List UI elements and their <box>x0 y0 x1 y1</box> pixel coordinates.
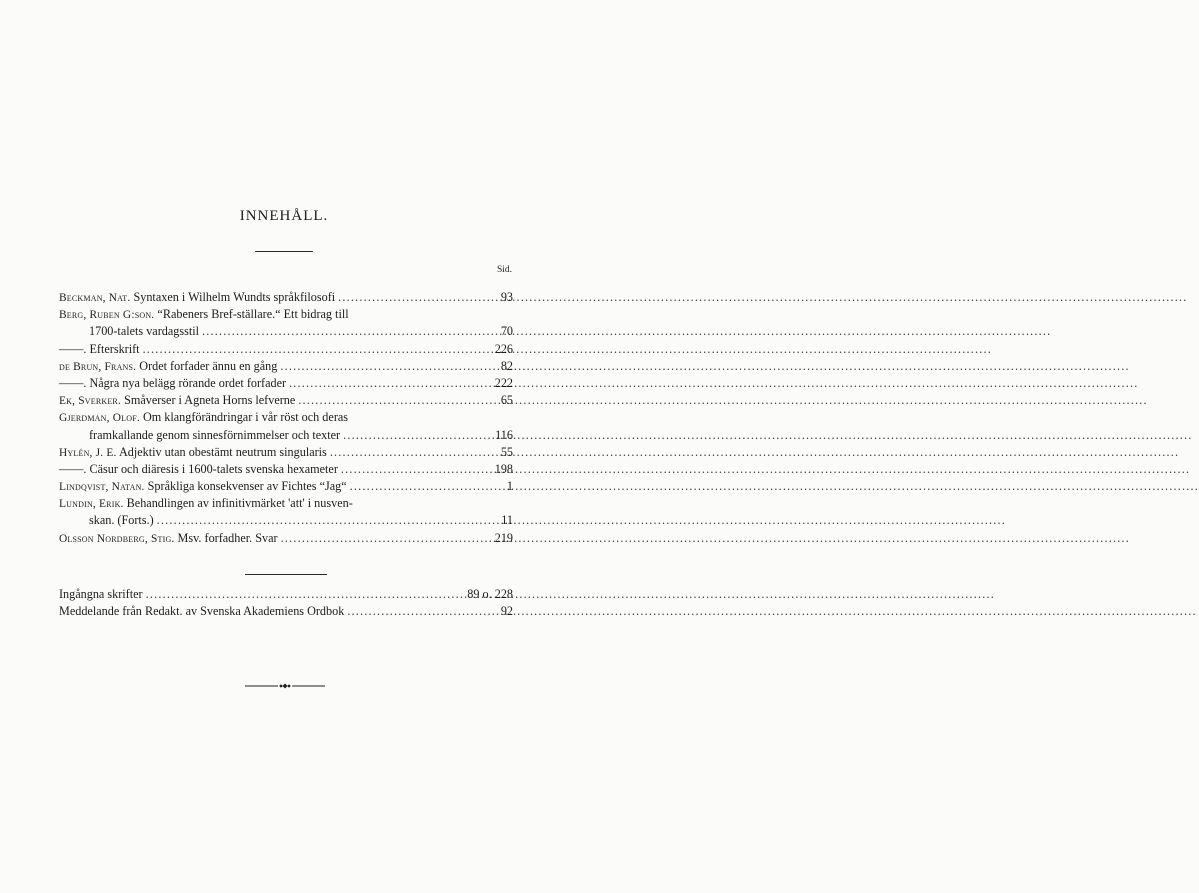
entry-title: Språkliga konsekvenser av Fichtes “Jag“ <box>147 479 347 494</box>
entry-author: Lundin, Erik. <box>59 498 124 511</box>
entry-title: Småverser i Agneta Horns lefverne <box>124 393 296 408</box>
toc-entry <box>59 604 513 621</box>
entry-page: 89 o. 228 <box>467 587 513 601</box>
leader-dots <box>347 604 490 619</box>
entry-page: 55 <box>500 444 513 459</box>
entry-page: 219 <box>494 530 513 545</box>
toc-entry <box>59 393 513 410</box>
entry-title: Msv. forfadher. Svar <box>177 530 278 545</box>
entry-title-continued: 1700-talets vardagsstil <box>89 324 200 339</box>
entry-page: 11 <box>501 513 513 528</box>
leader-dots <box>341 462 490 477</box>
toc-entry <box>59 410 513 444</box>
entry-page: 116 <box>495 427 513 442</box>
entry-page: 1 <box>506 479 513 494</box>
entry-page: 222 <box>494 375 513 390</box>
leader-dots <box>298 393 490 408</box>
entry-title: Meddelande från Redakt. av Svenska Akademiens Ordbok <box>59 604 345 619</box>
entry-author: ——. <box>59 341 87 356</box>
entry-title: “Rabeners Bref-ställare.“ Ett bidrag till <box>157 307 349 322</box>
entry-title: Om klangförändringar i vår röst och deras <box>142 410 349 425</box>
toc-list <box>59 290 513 548</box>
entry-author: ——. <box>59 461 87 476</box>
entry-title: Syntaxen i Wilhelm Wundts språkfilosofi <box>133 290 336 304</box>
leader-dots <box>338 290 490 305</box>
toc-entry <box>59 462 513 479</box>
document-page <box>0 0 568 893</box>
entry-page: 82 <box>500 358 513 373</box>
entry-author: Hylén, J. E. <box>59 446 117 459</box>
entry-title: Efterskrift <box>89 341 140 356</box>
leader-dots <box>202 324 490 339</box>
entry-title-continued: skan. (Forts.) <box>89 513 154 528</box>
leader-dots <box>280 359 490 374</box>
entry-page: 93 <box>500 290 513 304</box>
toc-entry <box>59 376 513 393</box>
leader-dots <box>350 479 490 494</box>
entry-page: 70 <box>500 324 513 339</box>
entry-author: Berg, Ruben G:son. <box>59 309 155 322</box>
entry-title: Behandlingen av infinitivmärket 'att' i nusven- <box>126 496 353 511</box>
toc-entry <box>59 531 513 548</box>
ornament-icon <box>245 683 325 689</box>
entry-author: Lindqvist, Natan. <box>59 481 145 494</box>
entry-title-continued: framkallande genom sinnesförnimmelser och texter <box>89 427 341 442</box>
leader-dots <box>281 531 490 546</box>
leader-dots <box>146 587 465 602</box>
entry-title: Cäsur och diäresis i 1600-talets svenska hexameter <box>89 461 338 476</box>
entry-author: Ek, Sverker. <box>59 395 122 408</box>
entry-title: Några nya belägg rörande ordet forfader <box>89 375 287 390</box>
toc-entry <box>59 307 513 341</box>
entry-author: Beckman, Nat. <box>59 292 131 304</box>
entry-title: Ingångna skrifter <box>59 587 143 601</box>
section-divider <box>245 574 327 575</box>
title-underline <box>255 251 313 252</box>
leader-dots <box>330 445 490 460</box>
entry-page: 92 <box>500 604 513 619</box>
entry-author: Olsson Nordberg, Stig. <box>59 532 175 545</box>
toc-entry <box>59 496 513 530</box>
leader-dots <box>343 428 490 443</box>
entry-author: de Brun, Frans. <box>59 360 137 373</box>
entry-author: Gjerdman, Olof. <box>59 412 140 425</box>
toc-entry <box>59 290 513 307</box>
entry-title: Adjektiv utan obestämt neutrum singularis <box>118 444 327 459</box>
entry-page: 198 <box>494 461 513 476</box>
toc-entry <box>59 479 513 496</box>
leader-dots <box>289 376 490 391</box>
toc-entry <box>59 342 513 359</box>
extras-list <box>59 587 513 621</box>
page-title: INNEHÅLL. <box>239 208 329 224</box>
leader-dots <box>157 513 490 528</box>
entry-author: ——. <box>59 375 87 390</box>
toc-entry <box>59 587 513 604</box>
toc-entry <box>59 359 513 376</box>
entry-title: Ordet forfader ännu en gång <box>139 358 278 373</box>
entry-page: 65 <box>500 393 513 408</box>
page-column-label: Sid. <box>496 265 512 275</box>
leader-dots <box>143 342 490 357</box>
entry-page: 226 <box>494 341 513 356</box>
toc-entry <box>59 445 513 462</box>
